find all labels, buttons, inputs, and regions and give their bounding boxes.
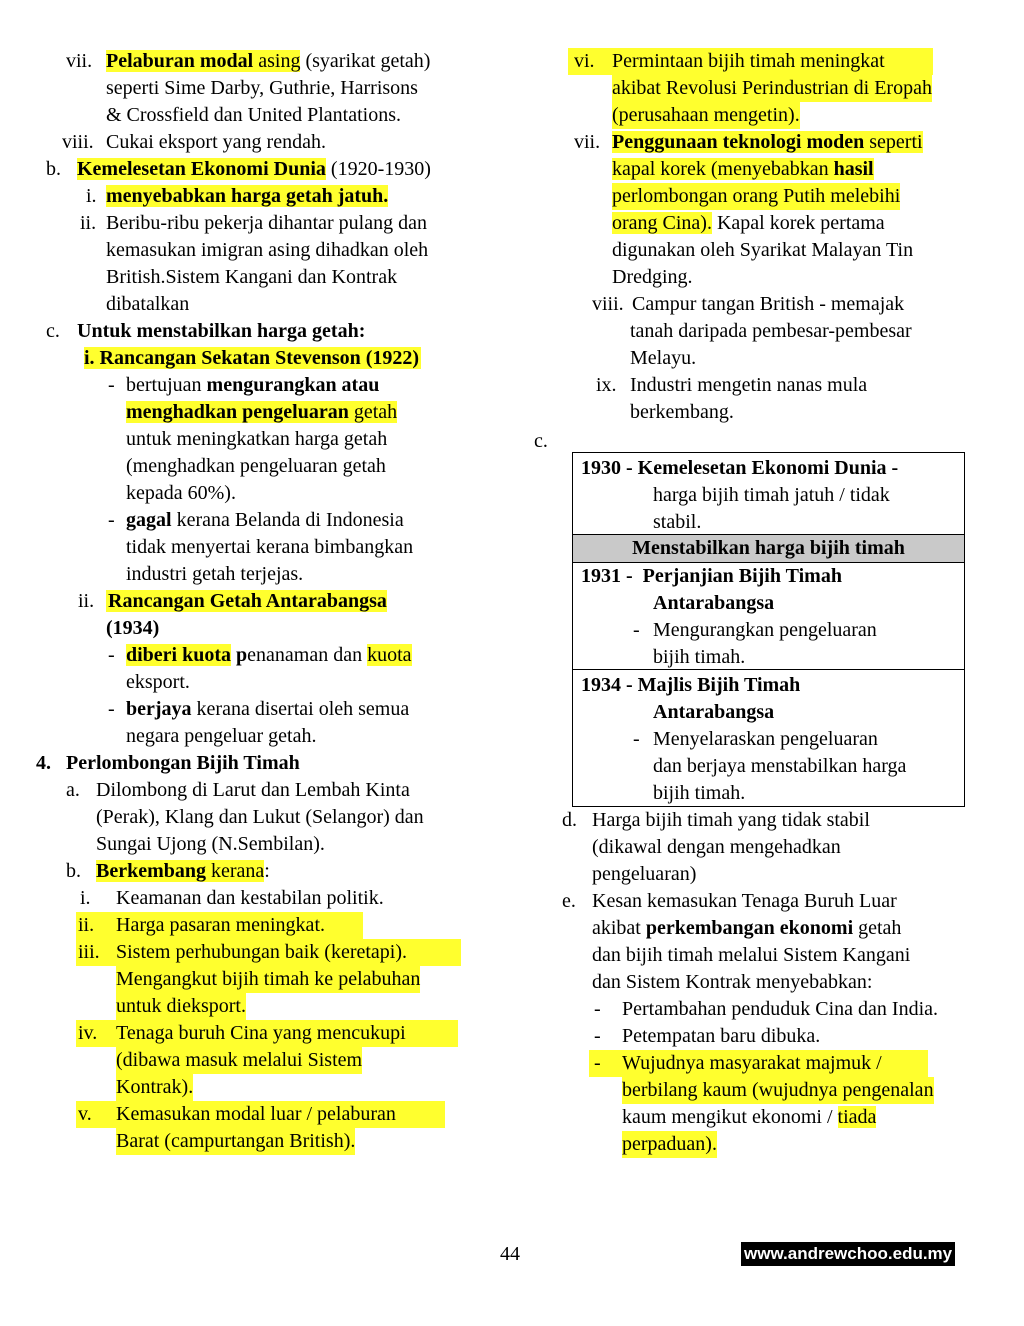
highlight: Pelaburan modal asing xyxy=(106,50,301,72)
text-line: orang Cina). Kapal korek pertama xyxy=(612,212,885,234)
item-number: vii. xyxy=(574,131,601,153)
text-line: digunakan oleh Syarikat Malayan Tin xyxy=(612,239,914,261)
section-number: 4. xyxy=(36,752,51,774)
text-line: perpaduan). xyxy=(622,1131,717,1158)
text-line: menghadkan pengeluaran getah xyxy=(126,401,398,423)
text-line: Dredging. xyxy=(612,266,693,288)
text-line: untuk dieksport. xyxy=(116,993,246,1020)
highlighted-item: ii. Harga pasaran meningkat. xyxy=(76,912,363,939)
table-cell-line: dan berjaya menstabilkan harga xyxy=(653,755,907,777)
text-line: Pertambahan penduduk Cina dan India. xyxy=(622,998,939,1020)
text-line: kepada 60%). xyxy=(126,482,236,504)
text-line: akibat Revolusi Perindustrian di Eropah xyxy=(612,75,932,102)
highlighted-item: iii. Sistem perhubungan baik (keretapi). xyxy=(76,939,461,966)
table-cell-line: -Mengurangkan pengeluaran xyxy=(633,619,877,641)
item-number: ii. xyxy=(78,590,95,612)
text-line: British.Sistem Kangani dan Kontrak xyxy=(106,266,398,288)
table-cell-line: bijih timah. xyxy=(653,782,746,804)
text-line: diberi kuota penanaman dan kuota xyxy=(126,644,412,666)
text-line: akibat perkembangan ekonomi getah xyxy=(592,917,902,939)
text-line: tanah daripada pembesar-pembesar xyxy=(630,320,912,342)
text-line: Keamanan dan kestabilan politik. xyxy=(116,887,384,909)
text-line: bertujuan mengurangkan atau xyxy=(126,374,380,396)
table-cell-line: Antarabangsa xyxy=(653,701,775,723)
text-line: Beribu-ribu pekerja dihantar pulang dan xyxy=(106,212,427,234)
dash: - xyxy=(594,1025,601,1047)
highlighted-item: - Wujudnya masyarakat majmuk / xyxy=(589,1050,928,1077)
text-line: berkembang. xyxy=(630,401,734,423)
text-line: industri getah terjejas. xyxy=(126,563,304,585)
text-line: negara pengeluar getah. xyxy=(126,725,317,747)
dash: - xyxy=(108,509,115,531)
text-line: Petempatan baru dibuka. xyxy=(622,1025,821,1047)
text-line: (dikawal dengan mengehadkan xyxy=(592,836,841,858)
text-line: menyebabkan harga getah jatuh. xyxy=(106,185,389,207)
text-line: Rancangan Getah Antarabangsa xyxy=(108,590,387,612)
website-label: www.andrewchoo.edu.my xyxy=(741,1242,955,1266)
text-line: & Crossfield dan United Plantations. xyxy=(106,104,401,126)
text-line: Campur tangan British - memajak xyxy=(632,293,905,315)
text-line: Cukai eksport yang rendah. xyxy=(106,131,326,153)
item-letter: e. xyxy=(562,890,576,912)
highlighted-item: v. Kemasukan modal luar / pelaburan xyxy=(76,1101,445,1128)
dash: - xyxy=(594,998,601,1020)
text-line: (Perak), Klang dan Lukut (Selangor) dan xyxy=(96,806,424,828)
table-cell-line: bijih timah. xyxy=(653,646,746,668)
text-line: Berkembang kerana: xyxy=(96,860,270,882)
text-line: (dibawa masuk melalui Sistem xyxy=(116,1047,362,1074)
table-cell-line: 1934 - Majlis Bijih Timah xyxy=(581,674,801,696)
text-line: Dilombong di Larut dan Lembah Kinta xyxy=(96,779,410,801)
item-letter: b. xyxy=(66,860,81,882)
highlighted-item: iv. Tenaga buruh Cina yang mencukupi xyxy=(76,1020,458,1047)
section-title: Perlombongan Bijih Timah xyxy=(66,752,300,774)
text-line: dan bijih timah melalui Sistem Kangani xyxy=(592,944,911,966)
item-number: ii. xyxy=(80,212,97,234)
highlighted-item: vi. Permintaan bijih timah meningkat xyxy=(568,48,933,75)
item-number: viii. xyxy=(592,293,624,315)
text-line: Untuk menstabilkan harga getah: xyxy=(77,320,366,342)
table-divider xyxy=(573,669,964,670)
table-cell-line: 1930 - Kemelesetan Ekonomi Dunia - xyxy=(581,457,899,479)
item-letter: b. xyxy=(46,158,61,180)
table-cell-line: stabil. xyxy=(653,511,702,533)
text-line: berjaya kerana disertai oleh semua xyxy=(126,698,410,720)
text-line: Melayu. xyxy=(630,347,697,369)
text-line: kaum mengikut ekonomi / tiada xyxy=(622,1106,877,1128)
text-line: eksport. xyxy=(126,671,190,693)
text-line: Kesan kemasukan Tenaga Buruh Luar xyxy=(592,890,897,912)
item-letter: c. xyxy=(46,320,60,342)
text-line: kapal korek (menyebabkan hasil xyxy=(612,158,874,180)
text-line: Barat (campurtangan British). xyxy=(116,1128,355,1155)
text-line: pengeluaran) xyxy=(592,863,697,885)
text-line: perlombongan orang Putih melebihi xyxy=(612,183,900,210)
text-line: (menghadkan pengeluaran getah xyxy=(126,455,386,477)
item-number: viii. xyxy=(62,131,94,153)
item-letter: d. xyxy=(562,809,577,831)
dash: - xyxy=(108,698,115,720)
text-line: dan Sistem Kontrak menyebabkan: xyxy=(592,971,873,993)
text-line: Industri mengetin nanas mula xyxy=(630,374,868,396)
text-line: tidak menyertai kerana bimbangkan xyxy=(126,536,414,558)
dash: - xyxy=(108,374,115,396)
text-line: (perusahaan mengetin). xyxy=(612,102,800,129)
text-line: Sungai Ujong (N.Sembilan). xyxy=(96,833,325,855)
text-line: untuk meningkatkan harga getah xyxy=(126,428,388,450)
table-cell-line: 1931 - Perjanjian Bijih Timah xyxy=(581,565,842,587)
item-letter: c. xyxy=(534,430,548,452)
text-line: dibatalkan xyxy=(106,293,190,315)
text-line: Mengangkut bijih timah ke pelabuhan xyxy=(116,966,420,993)
table-cell-line: Antarabangsa xyxy=(653,592,775,614)
text-line: kemasukan imigran asing dihadkan oleh xyxy=(106,239,429,261)
text-line: Pelaburan modal asing (syarikat getah) xyxy=(106,50,431,72)
text-line: (1934) xyxy=(106,617,160,639)
dash: - xyxy=(108,644,115,666)
text-line: gagal kerana Belanda di Indonesia xyxy=(126,509,404,531)
text-line: Kemelesetan Ekonomi Dunia (1920-1930) xyxy=(77,158,431,180)
text-line: Harga bijih timah yang tidak stabil xyxy=(592,809,870,831)
item-letter: a. xyxy=(66,779,80,801)
item-number: i. xyxy=(86,185,97,207)
text-line: Kontrak). xyxy=(116,1074,193,1101)
text-line: berbilang kaum (wujudnya pengenalan xyxy=(622,1077,934,1104)
item-number: ix. xyxy=(596,374,617,396)
item-number: vii. xyxy=(66,50,93,72)
table-cell-line: -Menyelaraskan pengeluaran xyxy=(633,728,878,750)
page-number: 44 xyxy=(500,1243,520,1265)
text-line: Penggunaan teknologi moden seperti xyxy=(612,131,923,153)
text-line: seperti Sime Darby, Guthrie, Harrisons xyxy=(106,77,418,99)
table-header-text: Menstabilkan harga bijih timah xyxy=(632,537,905,559)
table-cell-line: harga bijih timah jatuh / tidak xyxy=(653,484,890,506)
item-number: i. xyxy=(80,887,91,909)
text-line: i. Rancangan Sekatan Stevenson (1922) xyxy=(84,347,420,369)
